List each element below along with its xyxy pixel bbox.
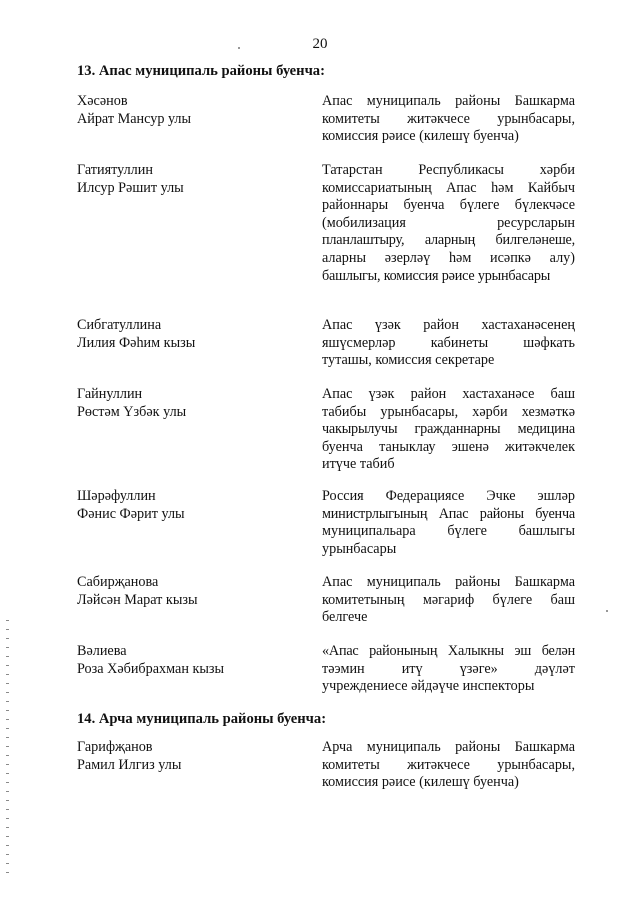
- position-line: Апас үзәк район хастаханәсе баш: [322, 386, 575, 402]
- position-line: белгече: [322, 609, 368, 626]
- position-description: [322, 162, 575, 285]
- position-description: [322, 574, 575, 627]
- position-description: [322, 386, 575, 474]
- position-line: башлыгы, комиссия рәисе урынбасары: [322, 267, 551, 284]
- position-line: буенча таныклау эшенә житәкчелек: [322, 438, 575, 455]
- position-line: Арча муниципаль районы Башкарма: [322, 739, 575, 755]
- person-name: [77, 162, 287, 197]
- position-line: комитеты житәкчесе урынбасары,: [322, 110, 575, 127]
- position-line: комиссариатының Апас һәм Кайбыч: [322, 179, 575, 196]
- surname: Сибгатуллина: [77, 317, 162, 333]
- position-line: районнары буенча бүлеге бүлекчәсе: [322, 197, 575, 214]
- position-line: тәэмин итү үзәге» дәүләт: [322, 660, 575, 677]
- scan-speck: [238, 47, 240, 49]
- given-name: Рамил Илгиз улы: [77, 756, 182, 773]
- person-name: [77, 93, 287, 128]
- position-line: итүче табиб: [322, 456, 395, 473]
- given-name: Роза Хәбибрахман кызы: [77, 660, 225, 677]
- surname: Сабирҗанова: [77, 574, 159, 590]
- position-line: чакырылучы гражданнарны медицина: [322, 421, 575, 438]
- surname: Вәлиева: [77, 643, 127, 659]
- position-description: [322, 317, 575, 370]
- position-description: [322, 643, 575, 696]
- position-line: комиссия рәисе (килешү буенча): [322, 128, 519, 145]
- position-line: аларны әзерләү һәм исәпкә алу): [322, 249, 575, 266]
- person-name: [77, 386, 287, 421]
- position-line: (мобилизация ресурсларын: [322, 214, 575, 231]
- person-name: [77, 739, 287, 774]
- position-line: Россия Федерациясе Эчке эшләр: [322, 488, 575, 504]
- position-line: Апас муниципаль районы Башкарма: [322, 574, 575, 590]
- position-description: [322, 488, 575, 558]
- person-name: [77, 643, 287, 678]
- person-name: [77, 574, 287, 609]
- scan-margin-marks: [6, 620, 9, 880]
- surname: Гарифҗанов: [77, 739, 153, 755]
- given-name: Рөстәм Үзбәк улы: [77, 403, 187, 420]
- position-line: урынбасары: [322, 540, 397, 557]
- given-name: Илсур Рәшит улы: [77, 179, 184, 196]
- surname: Гайнуллин: [77, 386, 143, 402]
- position-description: [322, 739, 575, 792]
- position-line: Татарстан Республикасы хәрби: [322, 162, 575, 178]
- section-heading-apas: 13. Апас муниципаль районы буенча:: [77, 63, 325, 79]
- surname: Хәсәнов: [77, 93, 128, 109]
- position-description: [322, 93, 575, 146]
- position-line: яшүсмерләр кабинеты шәфкать: [322, 334, 575, 351]
- position-line: министрлыгының Апас районы буенча: [322, 505, 575, 522]
- position-line: табибы урынбасары, хәрби хезмәткә: [322, 403, 575, 420]
- position-line: комитеты житәкчесе урынбасары,: [322, 756, 575, 773]
- position-line: планлаштыру, аларның билгеләнеше,: [322, 232, 575, 249]
- person-name: [77, 317, 287, 352]
- position-line: «Апас районының Халыкны эш белән: [322, 643, 575, 659]
- surname: Гатиятуллин: [77, 162, 153, 178]
- position-line: учреждениесе әйдәүче инспекторы: [322, 678, 535, 695]
- position-line: Апас үзәк район хастаханәсенең: [322, 317, 575, 333]
- position-line: Апас муниципаль районы Башкарма: [322, 93, 575, 109]
- given-name: Фәнис Фәрит улы: [77, 505, 185, 522]
- surname: Шәрәфуллин: [77, 488, 156, 504]
- scan-speck: [606, 610, 608, 612]
- page-number: 20: [312, 36, 328, 52]
- position-line: туташы, комиссия секретаре: [322, 352, 495, 369]
- position-line: комиссия рәисе (килешү буенча): [322, 774, 519, 791]
- given-name: Лилия Фәһим кызы: [77, 334, 196, 351]
- given-name: Айрат Мансур улы: [77, 110, 192, 127]
- given-name: Ләйсән Марат кызы: [77, 591, 198, 608]
- position-line: комитетының мәгариф бүлеге баш: [322, 591, 575, 608]
- position-line: муниципальара бүлеге башлыгы: [322, 523, 575, 540]
- section-heading-archa: 14. Арча муниципаль районы буенча:: [77, 711, 327, 727]
- person-name: [77, 488, 287, 523]
